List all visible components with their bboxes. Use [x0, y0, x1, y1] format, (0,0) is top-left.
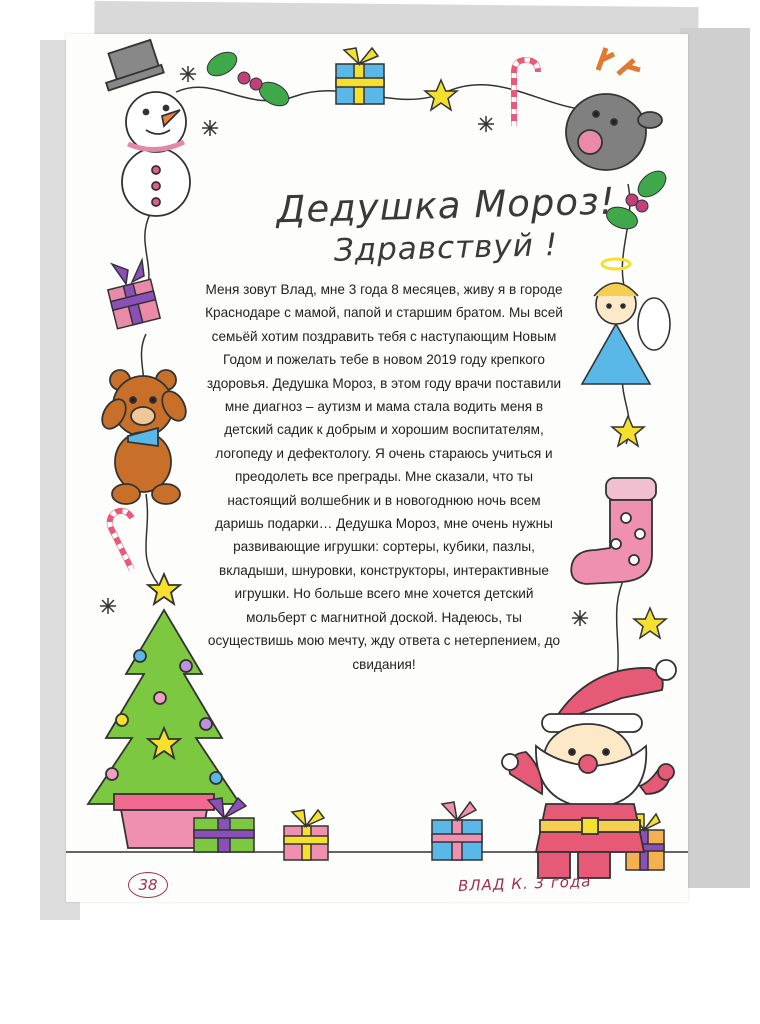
snowflake-icon: [572, 610, 588, 626]
star-icon: [425, 80, 457, 110]
gift-icon: [284, 810, 328, 860]
holly-icon: [203, 47, 293, 110]
gift-icon: [108, 260, 160, 329]
stocking-icon: [571, 478, 656, 584]
snowflake-icon: [180, 66, 196, 82]
snowflake-icon: [202, 120, 218, 136]
snowflake-icon: [478, 116, 494, 132]
teddy-bear-icon: [97, 370, 190, 504]
letter-title-hello: Здравствуй !: [333, 227, 559, 269]
scan-shadow-right: [680, 28, 750, 888]
letter-body: Меня зовут Влад, мне 3 года 8 месяцев, живу я в городе Краснодаре с мамой, папой и старшим братом. Мы всей семьёй хотим поздравить тебя с наступающим Новым Годом и пожелать тебе в новом 2019 году крепкого здоровья. Дедушка Мороз, в этом году врачи поставили мне диагноз – аутизм и мама стала водить меня в детский садик к добрым и хорошим воспитателям, логопеду и дефектологу. Я очень стараюсь учиться и преодолеть все преграды. Мне сказали, что ты настоящий волшебник и в новогоднюю ночь всем даришь подарки… Дедушка Мороз, мне очень нужны развивающие игрушки: сортеры, кубики, пазлы, вкладыши, шнуровки, конструкторы, интерактивные игрушки. Но больше всего мне хочется детский мольберт с магнитной доской. Надеюсь, ты осуществишь мою мечту, жду ответа с нетерпением, до свидания!: [205, 282, 563, 672]
snowflake-icon: [100, 598, 116, 614]
star-icon: [612, 416, 644, 446]
signature: ВЛАД К. 3 года: [457, 872, 592, 895]
star-icon: [634, 608, 666, 638]
page-number: 38: [128, 872, 168, 898]
letter-sheet: [66, 34, 688, 902]
letter-title-greeting: Дедушка Мороз!: [275, 179, 616, 232]
snowman-icon: [106, 40, 190, 216]
candy-cane-icon: [110, 511, 132, 570]
angel-icon: [582, 259, 670, 384]
reindeer-icon: [566, 48, 662, 170]
gift-icon: [336, 48, 384, 104]
gift-icon: [432, 802, 482, 860]
